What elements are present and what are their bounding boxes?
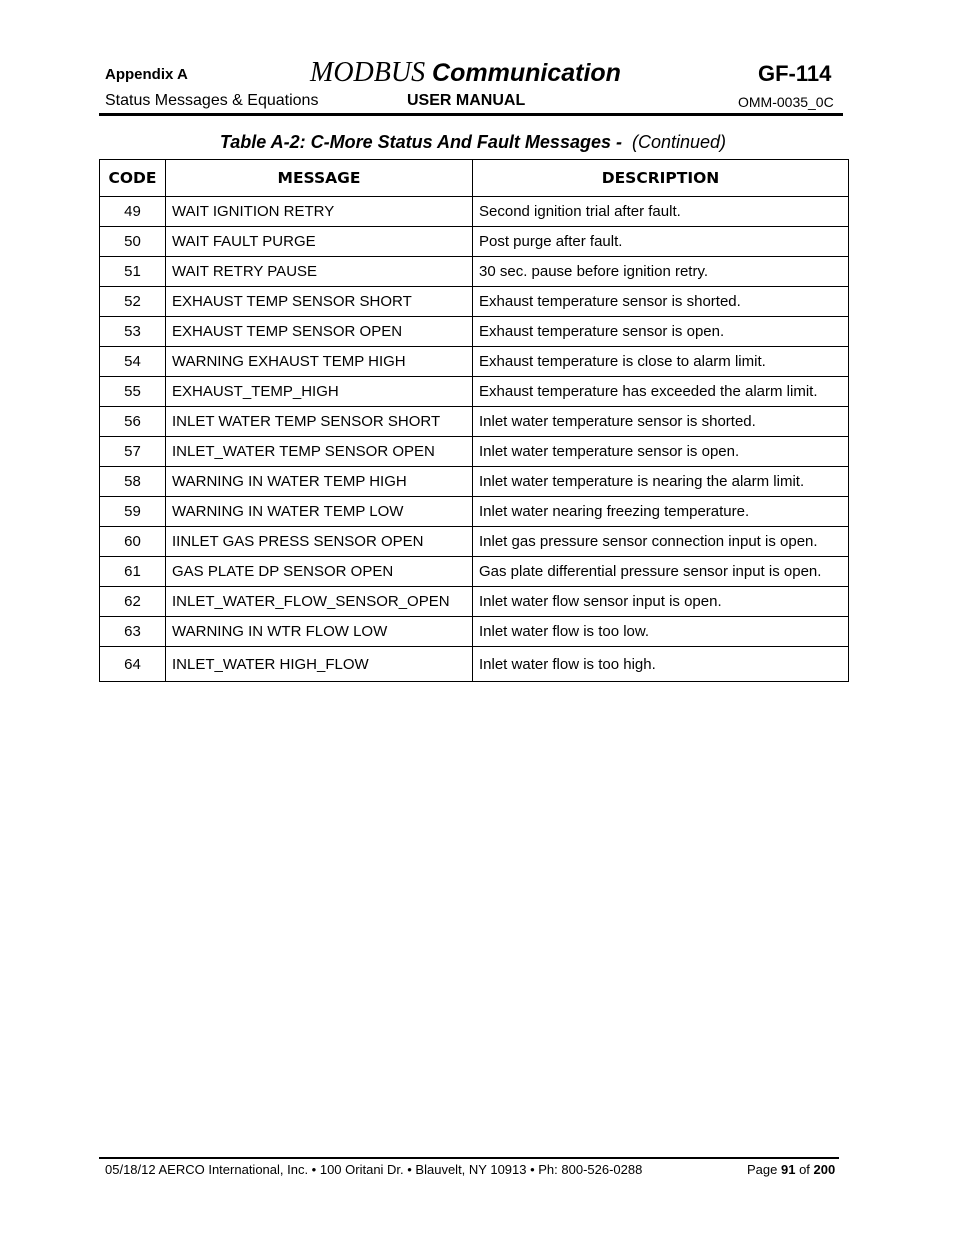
cell-message: WARNING IN WATER TEMP LOW bbox=[166, 497, 473, 527]
footer-divider bbox=[99, 1157, 839, 1159]
table-row bbox=[100, 497, 849, 527]
cell-code: 49 bbox=[100, 197, 166, 227]
cell-message: WAIT FAULT PURGE bbox=[166, 227, 473, 257]
page-total: 200 bbox=[813, 1162, 836, 1177]
cell-message: INLET_WATER TEMP SENSOR OPEN bbox=[166, 437, 473, 467]
cell-code: 63 bbox=[100, 617, 166, 647]
cell-code: 60 bbox=[100, 527, 166, 557]
cell-message: WAIT IGNITION RETRY bbox=[166, 197, 473, 227]
cell-message: WARNING IN WATER TEMP HIGH bbox=[166, 467, 473, 497]
footer-address: 05/18/12 AERCO International, Inc. • 100 Oritani Dr. • Blauvelt, NY 10913 • Ph: 800-526-0288 bbox=[105, 1162, 643, 1177]
cell-message: EXHAUST_TEMP_HIGH bbox=[166, 377, 473, 407]
appendix-label: Appendix A bbox=[105, 66, 188, 83]
document-title bbox=[310, 57, 621, 89]
table-row bbox=[100, 467, 849, 497]
communication-word: Communication bbox=[425, 59, 621, 87]
table-row bbox=[100, 527, 849, 557]
cell-description: Inlet water flow is too high. bbox=[473, 647, 849, 682]
cell-message: WARNING EXHAUST TEMP HIGH bbox=[166, 347, 473, 377]
cell-description: Exhaust temperature has exceeded the alarm limit. bbox=[473, 377, 849, 407]
cell-description: Post purge after fault. bbox=[473, 227, 849, 257]
cell-description: Exhaust temperature is close to alarm limit. bbox=[473, 347, 849, 377]
table-caption-main: Table A-2: C-More Status And Fault Messages - bbox=[219, 132, 622, 152]
cell-description: Inlet water temperature sensor is open. bbox=[473, 437, 849, 467]
modbus-word: MODBUS bbox=[310, 57, 426, 88]
cell-description: 30 sec. pause before ignition retry. bbox=[473, 257, 849, 287]
cell-description: Inlet water temperature is nearing the alarm limit. bbox=[473, 467, 849, 497]
document-code: GF-114 bbox=[758, 61, 832, 86]
cell-code: 62 bbox=[100, 587, 166, 617]
cell-description: Exhaust temperature sensor is open. bbox=[473, 317, 849, 347]
table-row bbox=[100, 197, 849, 227]
cell-code: 54 bbox=[100, 347, 166, 377]
cell-description: Inlet water flow is too low. bbox=[473, 617, 849, 647]
page-indicator bbox=[747, 1162, 835, 1177]
header-divider bbox=[99, 113, 843, 116]
manual-type: USER MANUAL bbox=[407, 92, 526, 109]
cell-code: 55 bbox=[100, 377, 166, 407]
cell-code: 52 bbox=[100, 287, 166, 317]
cell-code: 56 bbox=[100, 407, 166, 437]
cell-message: EXHAUST TEMP SENSOR OPEN bbox=[166, 317, 473, 347]
page-label: Page bbox=[747, 1162, 781, 1177]
cell-description: Exhaust temperature sensor is shorted. bbox=[473, 287, 849, 317]
cell-code: 58 bbox=[100, 467, 166, 497]
table-row bbox=[100, 647, 849, 682]
table-row bbox=[100, 437, 849, 467]
cell-description: Inlet water temperature sensor is shorted. bbox=[473, 407, 849, 437]
table-row bbox=[100, 617, 849, 647]
cell-description: Gas plate differential pressure sensor input is open. bbox=[473, 557, 849, 587]
table-row bbox=[100, 227, 849, 257]
table-caption-suffix: (Continued) bbox=[632, 132, 727, 152]
page-of: of bbox=[795, 1162, 814, 1177]
cell-message: INLET_WATER_FLOW_SENSOR_OPEN bbox=[166, 587, 473, 617]
cell-description: Inlet water flow sensor input is open. bbox=[473, 587, 849, 617]
table-header-row bbox=[100, 160, 849, 197]
cell-code: 51 bbox=[100, 257, 166, 287]
cell-message: IINLET GAS PRESS SENSOR OPEN bbox=[166, 527, 473, 557]
cell-message: EXHAUST TEMP SENSOR SHORT bbox=[166, 287, 473, 317]
cell-description: Inlet gas pressure sensor connection input is open. bbox=[473, 527, 849, 557]
header-description: DESCRIPTION bbox=[473, 160, 849, 197]
cell-code: 53 bbox=[100, 317, 166, 347]
status-messages-table bbox=[99, 159, 849, 682]
table-row bbox=[100, 287, 849, 317]
table-caption bbox=[99, 132, 847, 153]
cell-message: INLET_WATER HIGH_FLOW bbox=[166, 647, 473, 682]
section-name: Status Messages & Equations bbox=[105, 92, 319, 109]
page-number: 91 bbox=[780, 1162, 796, 1177]
cell-description: Second ignition trial after fault. bbox=[473, 197, 849, 227]
table-body bbox=[100, 197, 849, 682]
cell-code: 59 bbox=[100, 497, 166, 527]
table-row bbox=[100, 317, 849, 347]
cell-code: 64 bbox=[100, 647, 166, 682]
header-code: CODE bbox=[100, 160, 166, 197]
cell-code: 50 bbox=[100, 227, 166, 257]
cell-message: WARNING IN WTR FLOW LOW bbox=[166, 617, 473, 647]
cell-message: INLET WATER TEMP SENSOR SHORT bbox=[166, 407, 473, 437]
cell-code: 57 bbox=[100, 437, 166, 467]
cell-description: Inlet water nearing freezing temperature. bbox=[473, 497, 849, 527]
table-row bbox=[100, 587, 849, 617]
cell-message: WAIT RETRY PAUSE bbox=[166, 257, 473, 287]
omm-number: OMM-0035_0C bbox=[738, 94, 834, 110]
table-row bbox=[100, 557, 849, 587]
cell-message: GAS PLATE DP SENSOR OPEN bbox=[166, 557, 473, 587]
table-row bbox=[100, 407, 849, 437]
header-message: MESSAGE bbox=[166, 160, 473, 197]
table-row bbox=[100, 377, 849, 407]
table-row bbox=[100, 347, 849, 377]
table-row bbox=[100, 257, 849, 287]
cell-code: 61 bbox=[100, 557, 166, 587]
